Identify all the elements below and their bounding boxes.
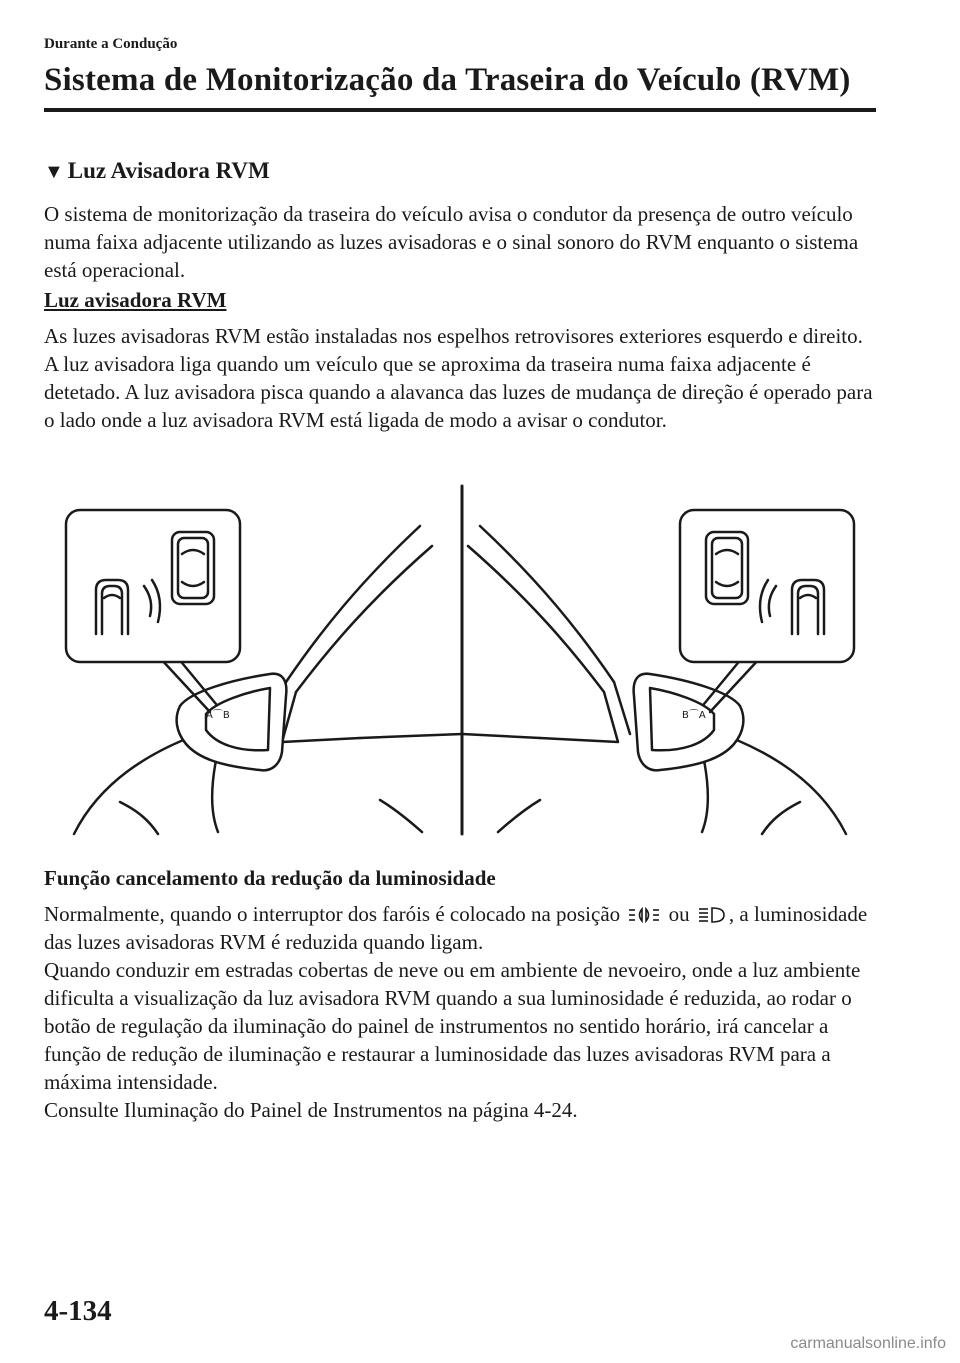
svg-text:B⌒A: B⌒A: [682, 710, 706, 721]
headlights-icon: [697, 906, 727, 924]
intro-paragraph: O sistema de monitorização da traseira do veículo avisa o condutor da presença de outro veículo numa faixa adjacente utilizando as luzes avisadoras e o sinal sonoro do RVM enquanto o sistema está operacional.: [44, 202, 859, 282]
right-callout: [680, 510, 854, 712]
dimmer-text-1: Normalmente, quando o interruptor dos faróis é colocado na posição: [44, 902, 626, 926]
dimmer-text-2: , a luminosidade das luzes avisadoras RVM é reduzida quando ligam.: [44, 902, 868, 954]
parking-lights-icon: [627, 906, 661, 924]
dimmer-text-or: ou: [663, 902, 695, 926]
triangle-marker-icon: ▼: [44, 161, 64, 183]
watermark: carmanualsonline.info: [790, 1335, 946, 1352]
page-title: Sistema de Monitorização da Traseira do Veículo (RVM): [44, 62, 851, 98]
left-mirror-icon: [177, 674, 287, 771]
subsection-heading: [44, 158, 270, 184]
dimmer-paragraph-2: [44, 956, 876, 1124]
section-label: Durante a Condução: [44, 36, 178, 52]
page-number: 4-134: [44, 1295, 112, 1327]
svg-text:A⌒B: A⌒B: [206, 710, 230, 721]
dimmer-text-3: Quando conduzir em estradas cobertas de neve ou em ambiente de nevoeiro, onde a luz ambiente dificulta a visualização da luz avisadora RVM quando a sua luminosidade é reduzida, ao rodar o botão de regulação da iluminação do painel de instrumentos no sentido horário, irá cancelar a função de redução de iluminação e restaurar a luminosidade das luzes avisadoras RVM para a máxima intensidade.: [44, 958, 861, 1094]
left-callout: [66, 510, 240, 712]
rvm-light-paragraph: As luzes avisadoras RVM estão instaladas nos espelhos retrovisores exteriores esquerdo e direito. A luz avisadora liga quando um veículo que se aproxima da traseira numa faixa adjacente é detetado. A luz avisadora pisca quando a alavanca das luzes de mudança de direção é operado para o lado onde a luz avisadora RVM está ligada de modo a avisar o condutor.: [44, 324, 873, 432]
dimmer-cancel-heading: Função cancelamento da redução da luminosidade: [44, 866, 496, 890]
title-divider: [44, 108, 876, 112]
dimmer-paragraph-1: [44, 900, 876, 956]
rvm-light-subheading: Luz avisadora RVM: [44, 288, 227, 312]
heading-text: Luz Avisadora RVM: [67, 158, 270, 183]
right-mirror-icon: [634, 674, 744, 771]
dimmer-reference: Consulte Iluminação do Painel de Instrumentos na página 4-24.: [44, 1098, 578, 1122]
mirror-illustration: [60, 482, 860, 840]
